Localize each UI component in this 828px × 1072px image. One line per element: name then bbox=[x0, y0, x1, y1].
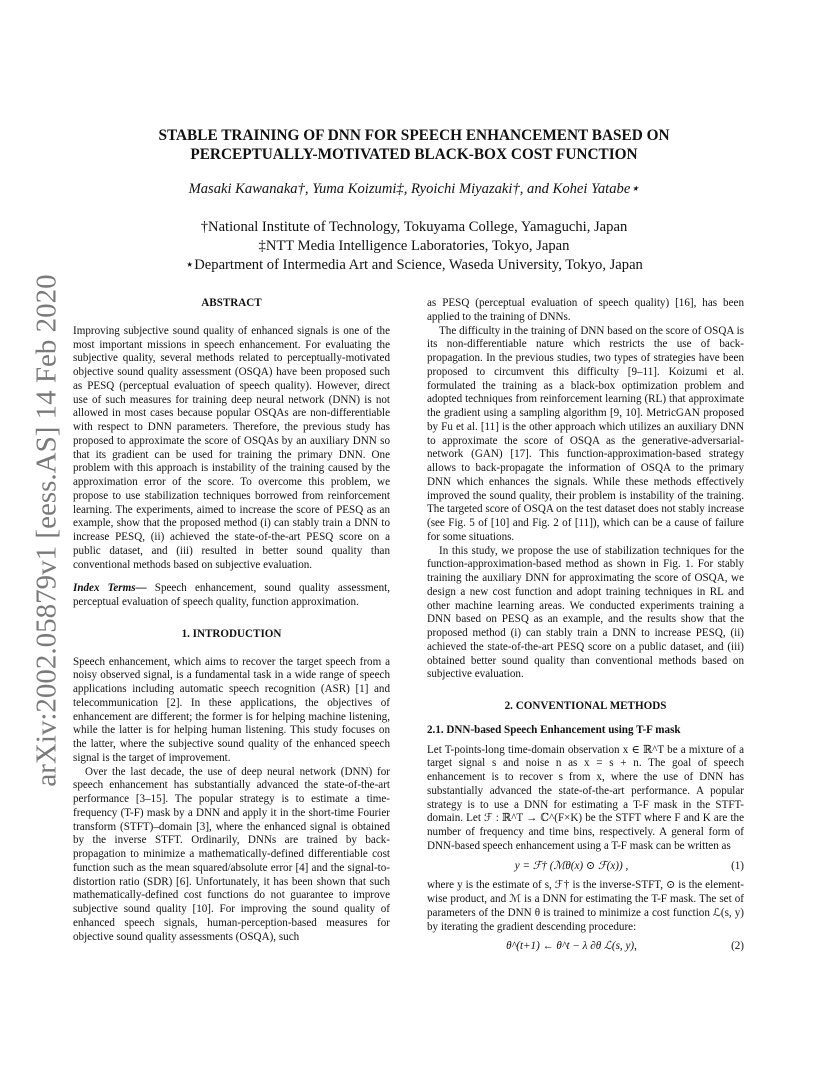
abstract-heading: ABSTRACT bbox=[201, 297, 262, 309]
equation-2-number: (2) bbox=[731, 940, 744, 953]
left-column bbox=[73, 297, 390, 944]
equation-1-formula: y = ℱ† (ℳθ(x) ⊙ ℱ(x)) , bbox=[514, 859, 629, 872]
index-terms bbox=[73, 582, 390, 610]
intro-paragraph-3: as PESQ (perceptual evaluation of speech quality) [16], has been applied to the training of DNNs. bbox=[427, 297, 744, 323]
equation-1 bbox=[427, 860, 744, 874]
intro-paragraph-2: Over the last decade, the use of deep neural network (DNN) for speech enhancement has substantially advanced the state-of-the-art performance [3–15]. The popular strategy is to estimate a time-frequency (T-F) mask by a DNN and apply it in the short-time Fourier transform (STFT)–domain [3], where the enhanced signal is obtained by the inverse STFT. Ordinarily, DNNs are trained by back-propagation to minimize a mathematically-defined differentiable cost function such as the mean squared/absolute error [4] and the signal-to-distortion ratio (SDR) [6]. Unfortunately, it has been shown that such mathematically-defined cost functions do not guarantee to improve subjective sound quality [10]. For improving the sound quality of enhanced speech signals, human-perception-based measures for objective sound quality assessments (OSQA), such bbox=[73, 765, 390, 943]
abstract-text: Improving subjective sound quality of enhanced signals is one of the most important missions in speech enhancement. For evaluating the subjective quality, several methods related to perceptually-motivated objective sound quality assessment (OSQA) have been proposed such as PESQ (perceptual evaluation of speech quality). However, direct use of such measures for training deep neural network (DNN) is not allowed in most cases because popular OSQAs are non-differentiable with respect to DNN parameters. Therefore, the previous study has proposed to approximate the score of OSQAs by an auxiliary DNN so that its gradient can be used for training the primary DNN. One problem with this approach is instability of the training caused by the approximation error of the score. To overcome this problem, we propose to use stabilization techniques borrowed from reinforcement learning. The experiments, aimed to increase the score of PESQ as an example, show that the proposed method (i) can stably train a DNN to increase PESQ, (ii) achieved the state-of-the-art PESQ score on a public dataset, and (iii) resulted in better sound quality than conventional methods based on subjective evaluation. bbox=[73, 324, 390, 571]
arxiv-side-stamp bbox=[22, 273, 72, 787]
paper-title bbox=[110, 126, 718, 164]
intro-paragraph-4: The difficulty in the training of DNN based on the score of OSQA is its non-differentiable nature which restricts the use of back-propagation. In the previous studies, two types of strategies have been proposed to circumvent this difficulty [9–11]. Koizumi et al. formulated the training as a black-box optimization problem and adopted techniques from reinforcement learning (RL) that approximate the gradient using a sampling algorithm [9, 10]. MetricGAN proposed by Fu et al. [11] is the other approach which utilizes an auxiliary DNN to approximate the score of OSQA as the generative-adversarial-network (GAN) [17]. This function-approximation-based strategy allows to back-propagate the information of OSQA to the primary DNN which enhances the signals. While these methods effectively improved the sound quality, their problem is instability of the training. The targeted score of OSQA on the test dataset does not stably increase (see Fig. 5 of [10] and Fig. 2 of [11]), which can be a cause of failure for some situations. bbox=[427, 324, 744, 543]
intro-paragraph-5: In this study, we propose the use of stabilization techniques for the function-approximation-based method as shown in Fig. 1. For stably training the auxiliary DNN for approximating the score of OSQA, we design a new cost function and adopt training techniques in RL and other machine learning areas. We conducted experiments training a DNN based on PESQ as an example, and the results show that the proposed method (i) can stably train a DNN to increase PESQ, (ii) achieved the state-of-the-art PESQ score on a public dataset, and (iii) obtained better sound quality than conventional methods based on subjective evaluation. bbox=[427, 544, 744, 681]
conventional-methods-heading: 2. CONVENTIONAL METHODS bbox=[504, 700, 667, 712]
affiliation-1: †National Institute of Technology, Tokuyama College, Yamaguchi, Japan bbox=[200, 219, 628, 235]
introduction-heading: 1. INTRODUCTION bbox=[181, 627, 282, 640]
affiliations bbox=[110, 218, 718, 275]
subsection-2-1-heading: 2.1. DNN-based Speech Enhancement using T-F mask bbox=[427, 723, 681, 736]
intro-paragraph-1: Speech enhancement, which aims to recover the target speech from a noisy observed signal, is a fundamental task in a wide range of speech applications including automatic speech recognition (ASR) [1] and telecommunication [2]. In these applications, the objectives of enhancement are different; the former is for helping machine listening, while the latter is for helping human listening. This study focuses on the latter, where the subjective sound quality of the enhanced speech signal is the target of improvement. bbox=[73, 655, 390, 764]
equation-2 bbox=[427, 940, 744, 954]
index-terms-label: Index Terms— bbox=[73, 582, 147, 595]
conventional-paragraph-2: where y is the estimate of s, ℱ† is the inverse-STFT, ⊙ is the element-wise product, and ℳ is a DNN for estimating the T-F mask. The set of parameters of the DNN θ is trained to minimize a cost function ℒ(s, y) by iterating the gradient descending procedure: bbox=[427, 879, 744, 933]
title-line-2: PERCEPTUALLY-MOTIVATED BLACK-BOX COST FUNCTION bbox=[190, 146, 638, 163]
author-list: Masaki Kawanaka†, Yuma Koizumi‡, Ryoichi Miyazaki†, and Kohei Yatabe⋆ bbox=[188, 181, 640, 197]
right-column bbox=[427, 297, 744, 960]
affiliation-3: ⋆Department of Intermedia Art and Science, Waseda University, Tokyo, Japan bbox=[185, 257, 643, 273]
index-terms-text: Speech enhancement, sound quality assessment, perceptual evaluation of speech quality, function approximation. bbox=[73, 582, 390, 608]
conventional-paragraph-1: Let T-points-long time-domain observation x ∈ ℝ^T be a mixture of a target signal s and noise n as x = s + n. The goal of speech enhancement is to recover s from x, where the use of DNN has substantially advanced the state-of-the-art performance. A popular strategy is to use a DNN for estimating a T-F mask in the STFT-domain. Let ℱ : ℝ^T → ℂ^(F×K) be the STFT where F and K are the number of frequency and time bins, respectively. A general form of DNN-based speech enhancement using a T-F mask can be written as bbox=[427, 743, 744, 852]
equation-2-formula: θ^(t+1) ← θ^t − λ ∂θ ℒ(s, y), bbox=[506, 940, 637, 953]
equation-1-number: (1) bbox=[731, 859, 744, 872]
affiliation-2: ‡NTT Media Intelligence Laboratories, Tokyo, Japan bbox=[258, 238, 570, 254]
arxiv-stamp-text: arXiv:2002.05879v1 [eess.AS] 14 Feb 2020 bbox=[30, 273, 63, 787]
title-line-1: STABLE TRAINING OF DNN FOR SPEECH ENHANCEMENT BASED ON bbox=[158, 127, 670, 144]
